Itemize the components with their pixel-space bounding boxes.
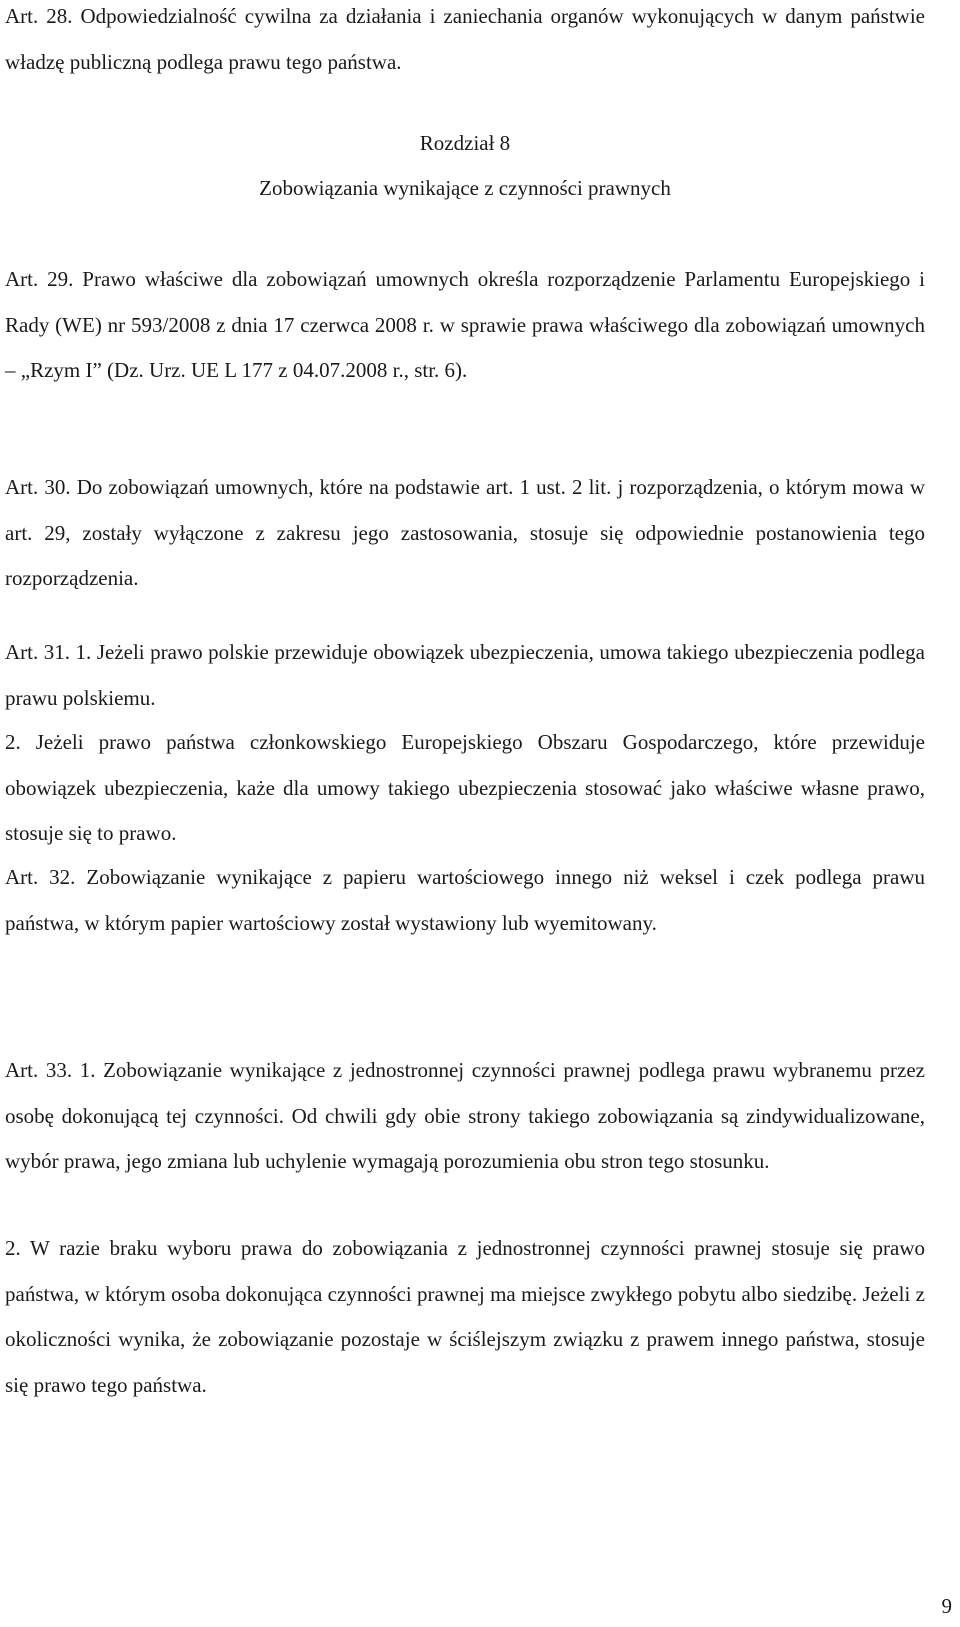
article-29: Art. 29. Prawo właściwe dla zobowiązań umownych określa rozporządzenie Parlamentu Europejskiego i Rady (WE) nr 593/2008 z dnia 17 czerwca 2008 r. w sprawie prawa właściwego dla zobowiązań umownych – „Rzym I” (Dz. Urz. UE L 177 z 04.07.2008 r., str. 6).: [5, 267, 925, 382]
article-31-section-2: 2. Jeżeli prawo państwa członkowskiego Europejskiego Obszaru Gospodarczego, które przewiduje obowiązek ubezpieczenia, każe dla umowy takiego ubezpieczenia stosować jako właściwe własne prawo, stosuje się to prawo.: [5, 730, 925, 845]
chapter-number: Rozdział 8: [419, 131, 511, 155]
article-33-section-2: 2. W razie braku wyboru prawa do zobowiązania z jednostronnej czynności prawnej stosuje się prawo państwa, w którym osoba dokonująca czynności prawnej ma miejsce zwykłego pobytu albo siedzibę. Jeżeli z okoliczności wynika, że zobowiązanie pozostaje w ściślejszym związku z prawem innego państwa, stosuje się prawo tego państwa.: [5, 1236, 925, 1397]
article-28: Art. 28. Odpowiedzialność cywilna za działania i zaniechania organów wykonujących w danym państwie władzę publiczną podlega prawu tego państwa.: [5, 4, 925, 74]
chapter-title: Zobowiązania wynikające z czynności prawnych: [259, 176, 671, 200]
article-30: Art. 30. Do zobowiązań umownych, które na podstawie art. 1 ust. 2 lit. j rozporządzenia, o którym mowa w art. 29, zostały wyłączone z zakresu jego zastosowania, stosuje się odpowiednie postanowienia tego rozporządzenia.: [5, 475, 925, 590]
page-number: 9: [941, 1594, 952, 1618]
article-33-section-1: Art. 33. 1. Zobowiązanie wynikające z jednostronnej czynności prawnej podlega prawu wybranemu przez osobę dokonującą tej czynności. Od chwili gdy obie strony takiego zobowiązania są zindywidualizowane, wybór prawa, jego zmiana lub uchylenie wymagają porozumienia obu stron tego stosunku.: [5, 1058, 925, 1173]
article-31-section-1: Art. 31. 1. Jeżeli prawo polskie przewiduje obowiązek ubezpieczenia, umowa takiego ubezpieczenia podlega prawu polskiemu.: [5, 640, 925, 710]
article-32: Art. 32. Zobowiązanie wynikające z papieru wartościowego innego niż weksel i czek podlega prawu państwa, w którym papier wartościowy został wystawiony lub wyemitowany.: [5, 865, 925, 935]
